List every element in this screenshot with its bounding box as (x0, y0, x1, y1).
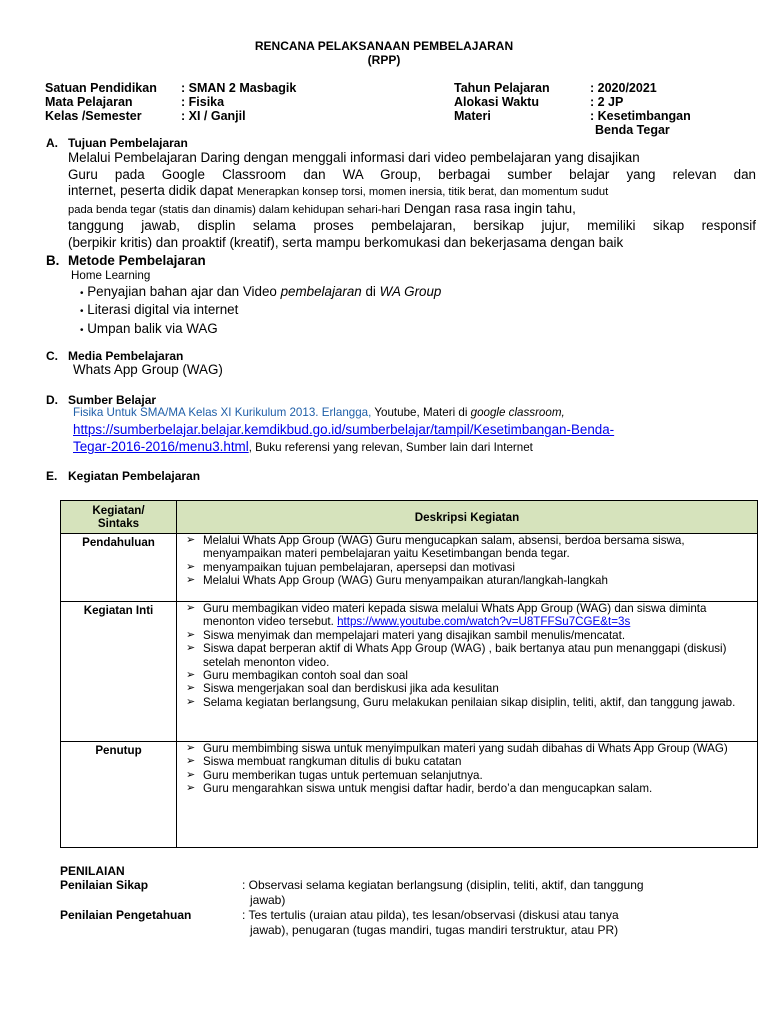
info-label-alokasi: Alokasi Waktu (454, 95, 539, 109)
description-cell (177, 602, 758, 742)
metode-item (80, 321, 441, 339)
activity-item (186, 628, 753, 642)
activity-list (177, 602, 757, 709)
activity-item (186, 742, 753, 755)
info-label-materi: Materi (454, 109, 491, 123)
table-header-kegiatan (61, 501, 177, 534)
section-b-title: Metode Pembelajaran (68, 253, 206, 268)
activity-text: Guru mengarahkan siswa untuk mengisi daftar hadir, berdo’a dan mengucapkan salam. (203, 782, 653, 796)
arrow-bullet-icon: ➢ (186, 642, 196, 655)
metode-item-italic: WA Group (379, 284, 442, 299)
section-a-title: Tujuan Pembelajaran (68, 136, 188, 150)
document-info (0, 81, 768, 137)
section-c-content: Whats App Group (WAG) (73, 362, 223, 377)
activity-text: Melalui Whats App Group (WAG) Guru menyampaikan aturan/langkah-langkah (203, 574, 608, 588)
activity-item (186, 534, 753, 561)
metode-list (80, 284, 441, 339)
metode-item-italic: pembelajaran (280, 284, 362, 299)
table-header-deskripsi: Deskripsi Kegiatan (177, 501, 758, 534)
sumber-link[interactable]: https://sumberbelajar.belajar.kemdikbud.go.id/sumberbelajar/tampil/Kesetimbangan-Benda- (73, 422, 615, 437)
metode-item (80, 284, 441, 302)
bullet-icon: • (80, 324, 84, 336)
penilaian-pengetahuan-desc-2: jawab), penugaran (tugas mandiri, tugas mandiri terstruktur, atau PR) (250, 923, 619, 937)
info-label-satuan: Satuan Pendidikan (45, 81, 157, 95)
section-e-heading (46, 469, 346, 485)
phase-cell: Kegiatan Inti (61, 602, 177, 742)
sumber-link-cont[interactable]: Tegar-2016-2016/menu3.html (73, 439, 249, 454)
section-c-letter: C. (46, 349, 58, 363)
kegiatan-table (60, 500, 758, 848)
sumber-line-3 (73, 439, 533, 454)
activity-text: Siswa mengerjakan soal dan berdiskusi jika ada kesulitan (203, 682, 499, 696)
tujuan-line-part-small: pada benda tegar (statis dan dinamis) dalam kehidupan sehari-hari (68, 203, 401, 216)
phase-cell: Penutup (61, 742, 177, 848)
info-label-tahun: Tahun Pelajaran (454, 81, 550, 95)
sumber-italic: google classroom, (470, 406, 565, 419)
activity-item (186, 768, 753, 782)
penilaian-sikap-desc-2: jawab) (250, 893, 286, 907)
activity-item (186, 560, 753, 574)
sumber-text: Youtube, Materi di (371, 406, 471, 419)
activity-list (177, 534, 757, 588)
info-value-kelas: : XI / Ganjil (181, 109, 246, 123)
table-row (61, 742, 758, 848)
section-a-content (68, 150, 756, 251)
activity-text: Guru membagikan contoh soal dan soal (203, 669, 408, 683)
metode-item-text: Penyajian bahan ajar dan Video (87, 284, 281, 299)
arrow-bullet-icon: ➢ (186, 742, 196, 754)
arrow-bullet-icon: ➢ (186, 768, 196, 781)
header-line: Kegiatan/ (92, 504, 145, 517)
info-value-materi: : Kesetimbangan (590, 109, 691, 123)
section-a-letter: A. (46, 136, 58, 150)
arrow-bullet-icon: ➢ (186, 534, 196, 546)
page-title: RENCANA PELAKSANAAN PEMBELAJARAN (254, 39, 514, 53)
arrow-bullet-icon: ➢ (186, 560, 196, 573)
penilaian-sikap-desc: : Observasi selama kegiatan berlangsung (disiplin, teliti, aktif, dan tanggung (242, 878, 644, 892)
section-d-letter: D. (46, 393, 58, 407)
bullet-icon: • (80, 306, 84, 318)
metode-item-text: Literasi digital via internet (87, 302, 239, 318)
metode-item-text: Umpan balik via WAG (87, 320, 218, 336)
section-b-subtitle: Home Learning (71, 269, 151, 282)
arrow-bullet-icon: ➢ (186, 669, 196, 682)
tujuan-line: Guru pada Google Classroom dan WA Group, berbagai sumber belajar yang relevan dan (68, 166, 756, 182)
arrow-bullet-icon: ➢ (186, 695, 196, 708)
metode-item (80, 302, 441, 320)
arrow-bullet-icon: ➢ (186, 782, 196, 795)
phase-cell: Pendahuluan (61, 534, 177, 602)
activity-item (186, 642, 753, 669)
info-value-tahun: : 2020/2021 (590, 81, 657, 95)
section-e-letter: E. (46, 469, 58, 483)
sumber-tail: , Buku referensi yang relevan, Sumber lain dari Internet (248, 441, 533, 454)
arrow-bullet-icon: ➢ (186, 682, 196, 695)
penilaian-sikap-label: Penilaian Sikap (60, 878, 149, 892)
info-value-satuan: : SMAN 2 Masbagik (181, 81, 297, 95)
sumber-line-1 (73, 406, 763, 419)
metode-item-text: di (361, 284, 380, 299)
header-line: Sintaks (97, 517, 140, 530)
section-b-letter: B. (46, 253, 60, 268)
tujuan-line-part-small: Menerapkan konsep torsi, momen inersia, titik berat, dan momentum sudut (237, 186, 609, 198)
penilaian-pengetahuan-label: Penilaian Pengetahuan (60, 908, 192, 922)
tujuan-line: (berpikir kritis) dan proaktif (kreatif), serta mampu berkomukasi dan bekerjasama dengan baik (68, 234, 624, 250)
activity-text: Guru membagikan video materi kepada siswa melalui Whats App Group (WAG) dan siswa diminta menonton video tersebut. (203, 602, 707, 629)
activity-text: Selama kegiatan berlangsung, Guru melakukan penilaian sikap disiplin, teliti, aktif, dan tanggung jawab. (203, 695, 736, 709)
tujuan-line-part: Dengan rasa rasa ingin tahu, (403, 200, 576, 216)
activity-text: Melalui Whats App Group (WAG) Guru mengucapkan salam, absensi, berdoa bersama siswa, menyampaikan materi pembelajaran yaitu Kesetimbangan benda tegar. (203, 534, 685, 561)
activity-list (177, 742, 757, 796)
arrow-bullet-icon: ➢ (186, 574, 196, 587)
info-value-alokasi: : 2 JP (590, 95, 624, 109)
arrow-bullet-icon: ➢ (186, 628, 196, 641)
table-header-row (61, 501, 758, 534)
penilaian-title: PENILAIAN (60, 864, 125, 878)
tujuan-line (68, 201, 756, 219)
description-cell (177, 742, 758, 848)
section-d-title: Sumber Belajar (68, 393, 157, 407)
activity-text: Guru membimbing siswa untuk menyimpulkan materi yang sudah dibahas di Whats App Group (WAG) (203, 742, 728, 755)
page-subtitle: (RPP) (367, 53, 401, 67)
activity-item (186, 669, 753, 683)
tujuan-line (68, 183, 756, 201)
activity-text: Guru memberikan tugas untuk pertemuan selanjutnya. (203, 768, 483, 782)
activity-text: Siswa membuat rangkuman ditulis di buku catatan (203, 755, 462, 769)
section-b-heading (46, 253, 346, 270)
info-value-materi-2: Benda Tegar (595, 123, 670, 137)
info-label-mapel: Mata Pelajaran (45, 95, 133, 109)
section-e-title: Kegiatan Pembelajaran (68, 469, 201, 483)
sumber-book: Fisika Untuk SMA/MA Kelas XI Kurikulum 2013. Erlangga, (73, 406, 372, 419)
tujuan-line: Melalui Pembelajaran Daring dengan menggali informasi dari video pembelajaran yang disajikan (68, 150, 640, 165)
activity-item (186, 782, 753, 796)
bullet-icon: • (80, 288, 84, 299)
arrow-bullet-icon: ➢ (186, 755, 196, 768)
youtube-link[interactable]: https://www.youtube.com/watch?v=U8TFFSu7CGE&t=3s (337, 615, 631, 629)
activity-item (186, 574, 753, 588)
activity-item (186, 755, 753, 769)
info-label-kelas: Kelas /Semester (45, 109, 142, 123)
activity-text: Siswa menyimak dan mempelajari materi yang disajikan sambil menulis/mencatat. (203, 628, 626, 642)
penilaian-pengetahuan-desc: : Tes tertulis (uraian atau pilda), tes lesan/observasi (diskusi atau tanya (242, 908, 619, 922)
description-cell (177, 534, 758, 602)
activity-item (186, 602, 753, 629)
table-row (61, 534, 758, 602)
activity-item (186, 695, 753, 709)
table-row (61, 602, 758, 742)
arrow-bullet-icon: ➢ (186, 602, 196, 614)
section-c-title: Media Pembelajaran (68, 349, 184, 363)
tujuan-line-part: internet, peserta didik dapat (68, 183, 234, 198)
activity-text: menyampaikan tujuan pembelajaran, apersepsi dan motivasi (203, 560, 515, 574)
tujuan-line: tanggung jawab, displin selama proses pembelajaran, bersikap jujur, memiliki sikap responsif (68, 218, 756, 233)
info-value-mapel: : Fisika (181, 95, 225, 109)
activity-text: Siswa dapat berperan aktif di Whats App Group (WAG) , baik bertanya atau pun menanggapi (diskusi) setelah menonton video. (203, 642, 727, 669)
activity-item (186, 682, 753, 696)
